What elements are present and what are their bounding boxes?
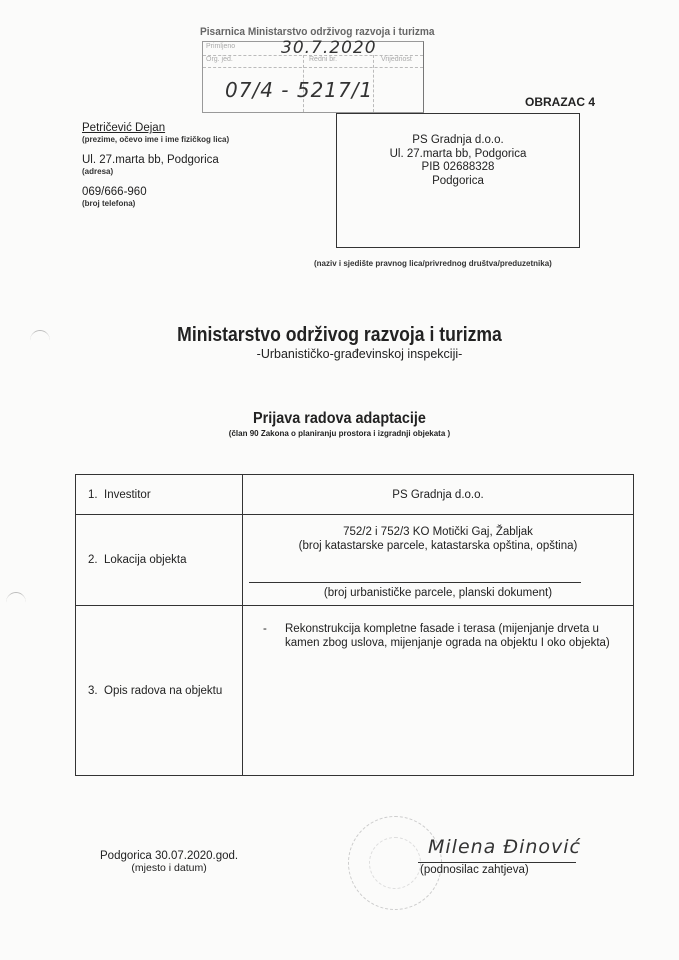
row-label-cell: [76, 515, 243, 605]
row-value-cell: [243, 515, 633, 605]
table-row-investor: [76, 475, 633, 515]
row-value-cell: [243, 606, 633, 775]
legal-entity-box: [336, 113, 580, 248]
urban-parcel-line: [249, 582, 581, 583]
form-title: Prijava radova adaptacije: [253, 410, 426, 427]
stamp-received-label: Primljeno: [206, 43, 236, 50]
punch-hole-icon: [6, 592, 26, 613]
stamp-received-date: 30.7.2020: [281, 38, 377, 58]
recipient-block: [0, 324, 679, 361]
ministry-name: Ministarstvo održivog razvoja i turizma: [177, 324, 502, 346]
works-description: Rekonstrukcija kompletne fasade i terasa (mijenjanje drveta u kamen zbog uslova, mijenjanje ograda na objektu I oko objekta): [285, 623, 610, 649]
row-number: 2.: [88, 554, 98, 566]
row-number: 3.: [88, 684, 98, 697]
row-label: Lokacija objekta: [104, 554, 187, 566]
location-value: 752/2 i 752/3 KO Motički Gaj, Žabljak: [343, 526, 533, 538]
urban-parcel-hint: (broj urbanističke parcele, planski dokument): [323, 587, 553, 599]
signature: Milena Đinović: [428, 836, 582, 858]
applicant-address-hint: (adresa): [82, 167, 114, 176]
stamp-box: [202, 38, 424, 113]
row-label: Investitor: [104, 488, 151, 501]
row-number: 1.: [88, 488, 98, 501]
row-label: Opis radova na objektu: [104, 684, 223, 697]
legal-entity-city: Podgorica: [432, 174, 484, 187]
investor-value: PS Gradnja d.o.o.: [392, 488, 484, 501]
applicant-name-hint: (prezime, očevo ime i ime fizičkog lica): [82, 135, 230, 144]
legal-entity-pib: PIB 02688328: [421, 161, 495, 173]
stamp-org-label: Org. jed.: [206, 56, 233, 63]
stamp-attachment-label: Vrijednost: [381, 56, 412, 63]
place-date: Podgorica 30.07.2020.god.: [100, 850, 239, 862]
legal-entity-hint: (naziv i sjedište pravnog lica/privrednog društva/preduzetnika): [314, 259, 552, 268]
registry-stamp: [198, 26, 435, 114]
applicant-phone-hint: (broj telefona): [82, 199, 136, 208]
application-table: [75, 474, 634, 776]
department-name: -Urbanističko-građevinskoj inspekciji-: [256, 347, 463, 361]
row-label-cell: [76, 475, 243, 514]
applicant-address: Ul. 27.marta bb, Podgorica: [82, 154, 219, 166]
applicant-phone: 069/666-960: [82, 186, 147, 198]
applicant-name: Petričević Dejan: [82, 122, 166, 134]
table-row-works: [76, 606, 633, 775]
row-value-cell: [243, 475, 633, 514]
signature-line: [418, 862, 576, 863]
table-row-location: [76, 515, 633, 606]
stamp-serial-label: Redni br.: [309, 56, 338, 63]
form-title-block: [0, 410, 679, 438]
company-seal-icon: [348, 816, 442, 910]
bullet-dash: -: [263, 623, 267, 635]
location-hint: (broj katastarske parcele, katastarska opština, opština): [298, 540, 578, 552]
legal-entity-name: PS Gradnja d.o.o.: [412, 134, 504, 146]
applicant-block: [82, 122, 229, 218]
row-label-cell: [76, 606, 243, 775]
place-date-hint: (mjesto i datum): [131, 862, 207, 874]
form-code: OBRAZAC 4: [525, 95, 596, 109]
stamp-header-row: [203, 55, 423, 68]
place-date-block: [100, 850, 238, 874]
legal-entity-address: Ul. 27.marta bb, Podgorica: [389, 147, 527, 160]
stamp-registry-number: 07/4 - 5217/1: [225, 78, 374, 102]
stamp-received-row: [203, 38, 423, 58]
stamp-title: Pisarnica Ministarstvo održivog razvoja i turizma: [200, 26, 435, 38]
legal-basis: (član 90 Zakona o planiranju prostora i izgradnji objekata ): [228, 429, 451, 438]
signer-hint: (podnosilac zahtjeva): [420, 864, 529, 876]
seal-inner-ring: [369, 837, 421, 889]
